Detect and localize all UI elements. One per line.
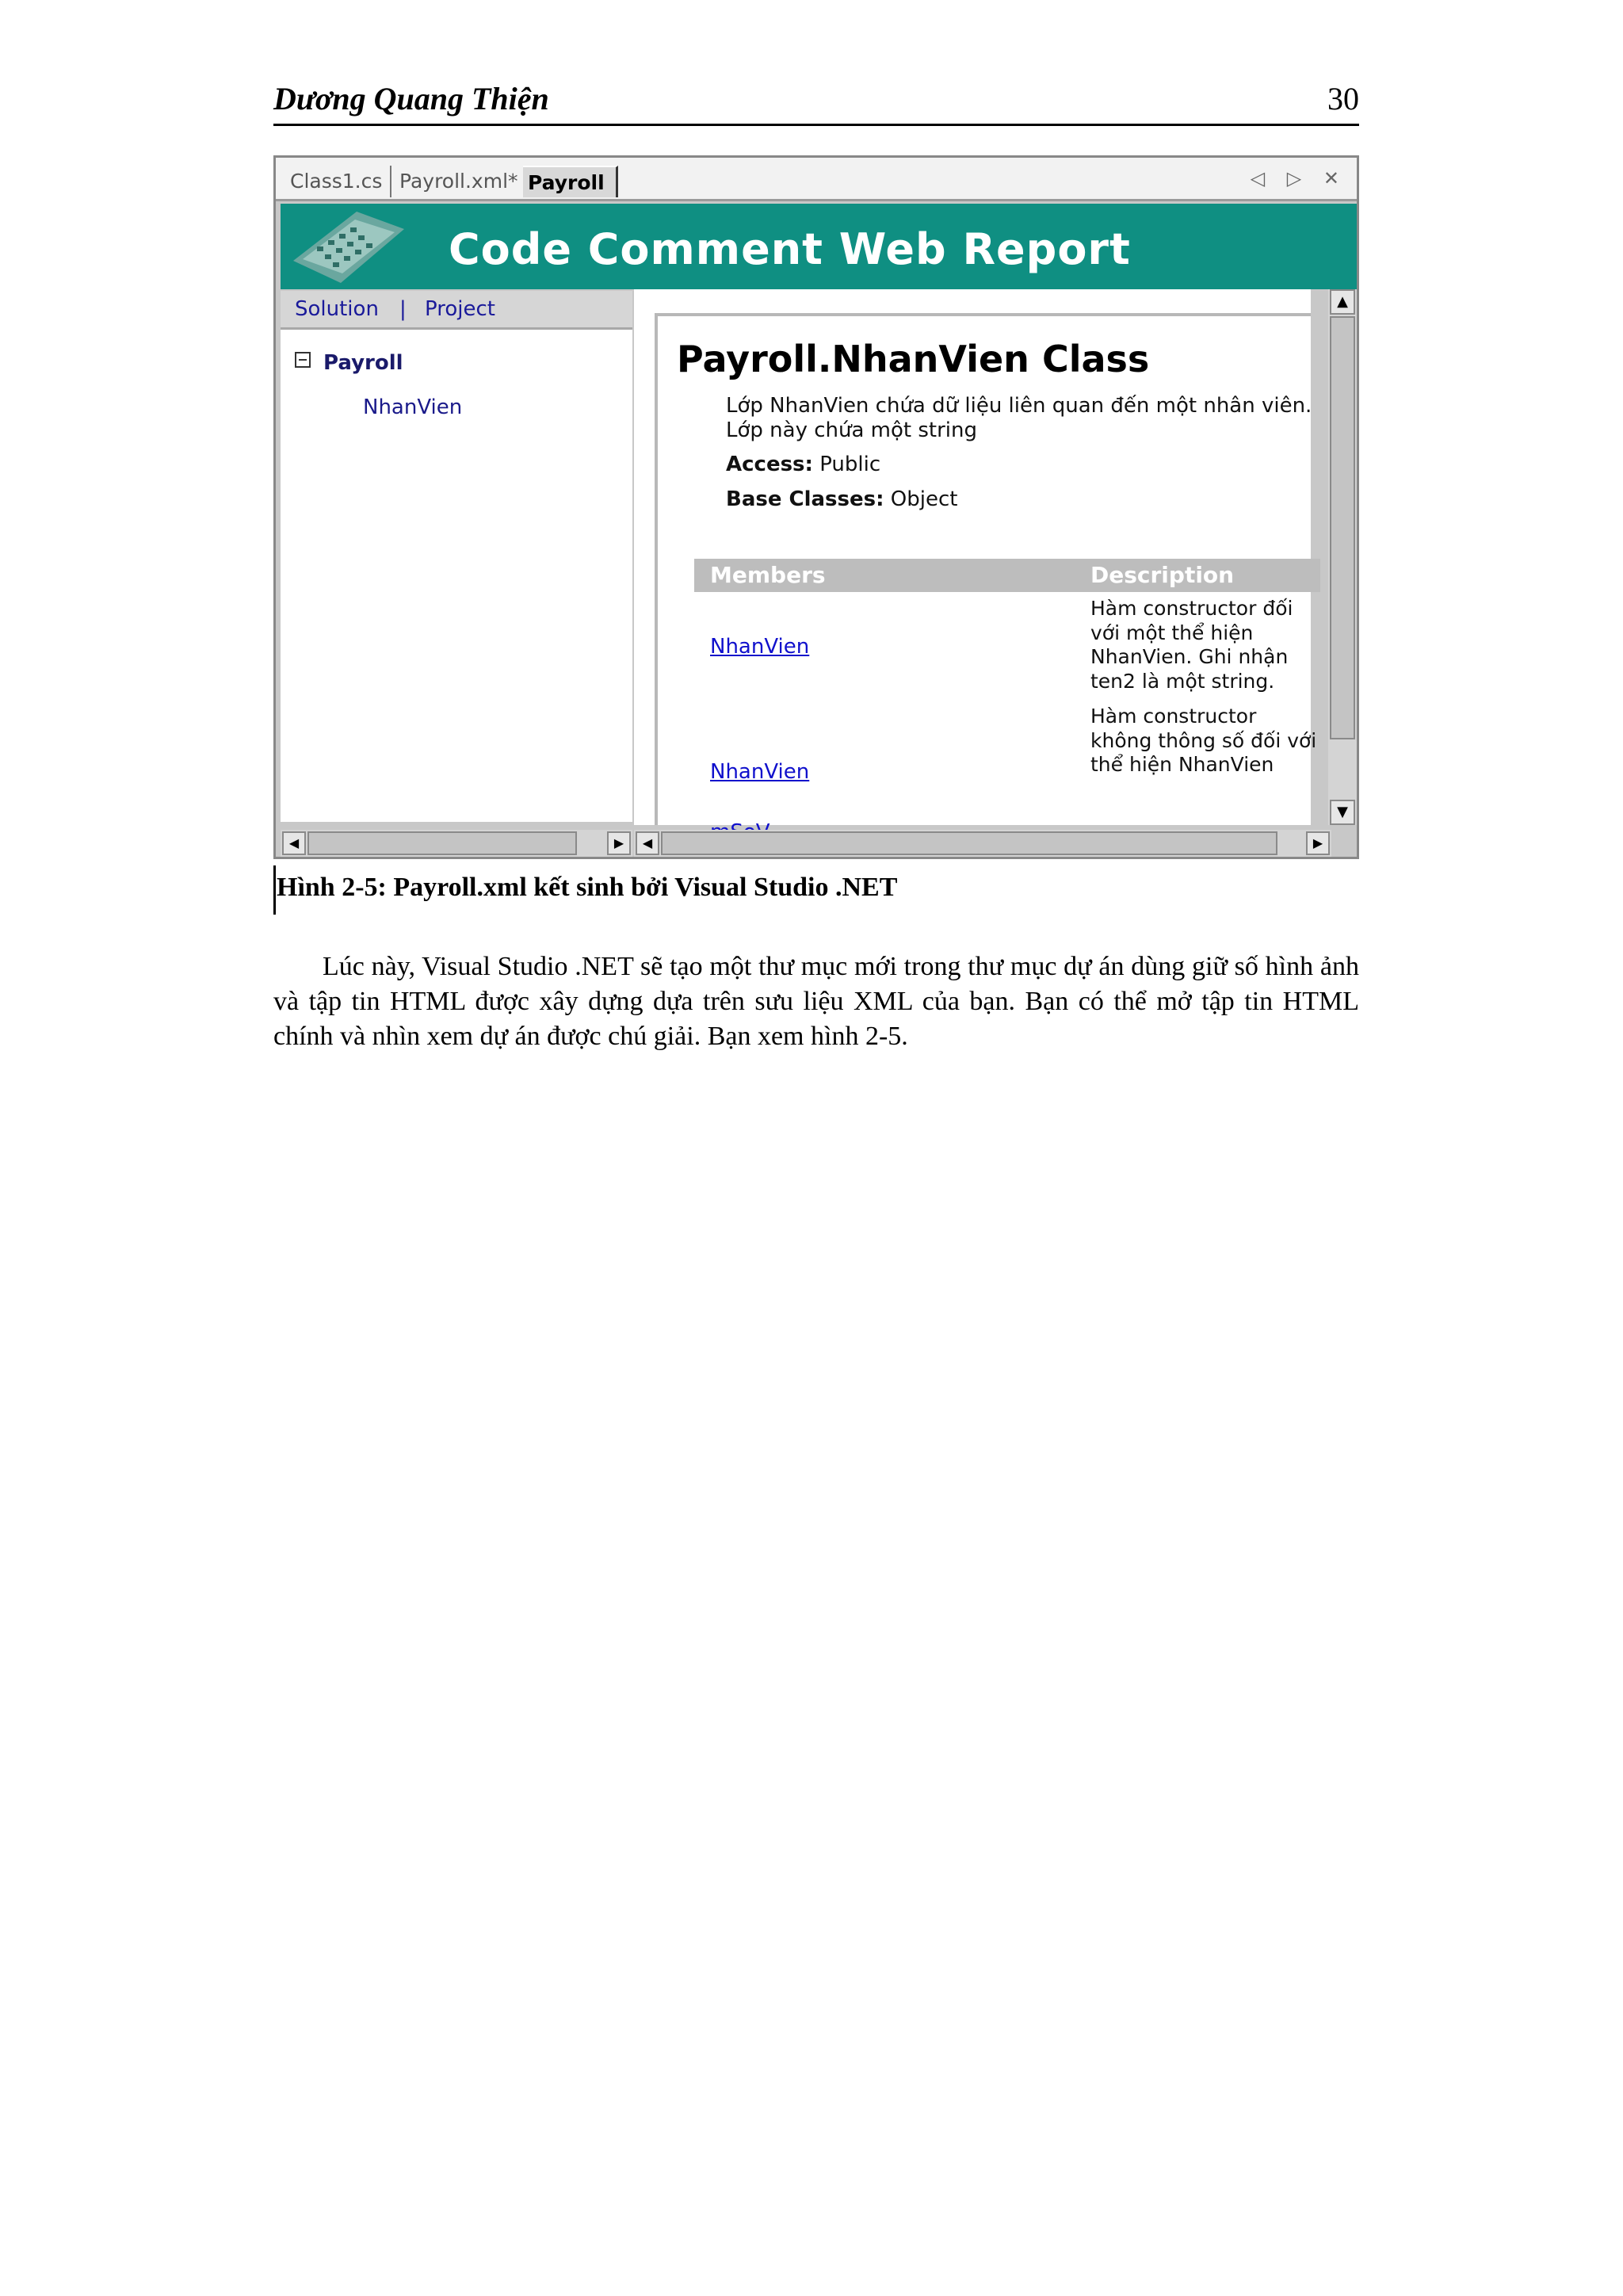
nav-project-link[interactable]: Project: [425, 297, 495, 321]
scroll-left-icon[interactable]: ◀: [282, 831, 306, 855]
scroll-right-icon[interactable]: ▶: [1306, 831, 1330, 855]
access-value: Public: [819, 453, 881, 476]
vertical-scroll-thumb[interactable]: [1330, 316, 1355, 739]
report-logo-icon: [285, 205, 428, 288]
table-row: [694, 597, 1320, 695]
caption-marker: [273, 865, 276, 915]
figure-screenshot: [273, 155, 1359, 859]
tab-payroll-xml[interactable]: Payroll.xml*: [399, 170, 518, 193]
members-table-header: [694, 559, 1320, 592]
class-summary: Lớp NhanVien chứa dữ liệu liên quan đến một nhân viên. Lớp này chứa một string: [726, 394, 1312, 442]
page-header: [273, 79, 1359, 126]
tree-node-nhanvien[interactable]: NhanVien: [363, 395, 463, 419]
collapse-icon[interactable]: [295, 352, 311, 368]
navigation-pane: [281, 291, 632, 822]
base-classes-label: Base Classes:: [726, 487, 884, 511]
class-doc-card: [655, 313, 1317, 825]
scroll-left-icon[interactable]: ◀: [636, 831, 659, 855]
nav-solution-link[interactable]: Solution: [295, 297, 379, 321]
body-paragraph: Lúc này, Visual Studio .NET sẽ tạo một thư mục mới trong thư mục dự án dùng giữ số hình ảnh và tập tin HTML được xây dựng dựa trên sưu liệu XML của bạn. Bạn có thể mở tập tin HTML chính và nhìn xem dự án được chú giải. Bạn xem hình 2-5.: [273, 952, 1359, 1051]
scroll-down-icon[interactable]: ▼: [1330, 800, 1355, 825]
figure-caption: Hình 2-5: Payroll.xml kết sinh bởi Visual Studio .NET: [277, 873, 898, 902]
member-description: Hàm constructor đối với một thể hiện NhanVien. Ghi nhận ten2 là một string.: [1090, 597, 1293, 693]
tab-nav-close-icons[interactable]: ◁ ▷ ✕: [1250, 167, 1347, 189]
tree-node-payroll[interactable]: [295, 350, 403, 376]
member-link[interactable]: NhanVien: [710, 760, 810, 784]
vertical-scrollbar[interactable]: [1328, 289, 1357, 825]
tab-class1-cs[interactable]: Class1.cs: [285, 166, 391, 197]
access-info: [726, 451, 880, 478]
access-label: Access:: [726, 453, 813, 476]
base-classes-value: Object: [890, 487, 958, 511]
editor-tab-bar: [276, 158, 1357, 201]
nav-bar: [281, 291, 632, 330]
tab-payroll[interactable]: Payroll: [523, 166, 618, 197]
member-link[interactable]: NhanVien: [710, 635, 810, 659]
author-name: Dương Quang Thiện: [273, 81, 549, 117]
right-horizontal-scrollbar[interactable]: [634, 830, 1331, 857]
nav-separator: |: [399, 297, 407, 321]
horizontal-scroll-thumb[interactable]: [661, 831, 1277, 855]
left-horizontal-scrollbar[interactable]: [281, 830, 632, 857]
table-row: [694, 705, 1320, 803]
banner-title: Code Comment Web Report: [449, 224, 1131, 274]
tree-node-label: Payroll: [323, 351, 403, 375]
horizontal-scroll-thumb[interactable]: [307, 831, 577, 855]
members-column-header: Members: [710, 562, 826, 588]
content-pane: [634, 289, 1317, 825]
class-title: Payroll.NhanVien Class: [677, 338, 1150, 380]
body-text: [273, 949, 1359, 1054]
scroll-right-icon[interactable]: ▶: [607, 831, 631, 855]
member-description: Hàm constructor không thông số đối với thể hiện NhanVien: [1090, 705, 1317, 776]
page-number: 30: [1327, 81, 1359, 117]
description-column-header: Description: [1090, 562, 1235, 588]
report-banner: [281, 204, 1357, 289]
scroll-up-icon[interactable]: ▲: [1330, 289, 1355, 315]
base-classes-info: [726, 486, 957, 513]
